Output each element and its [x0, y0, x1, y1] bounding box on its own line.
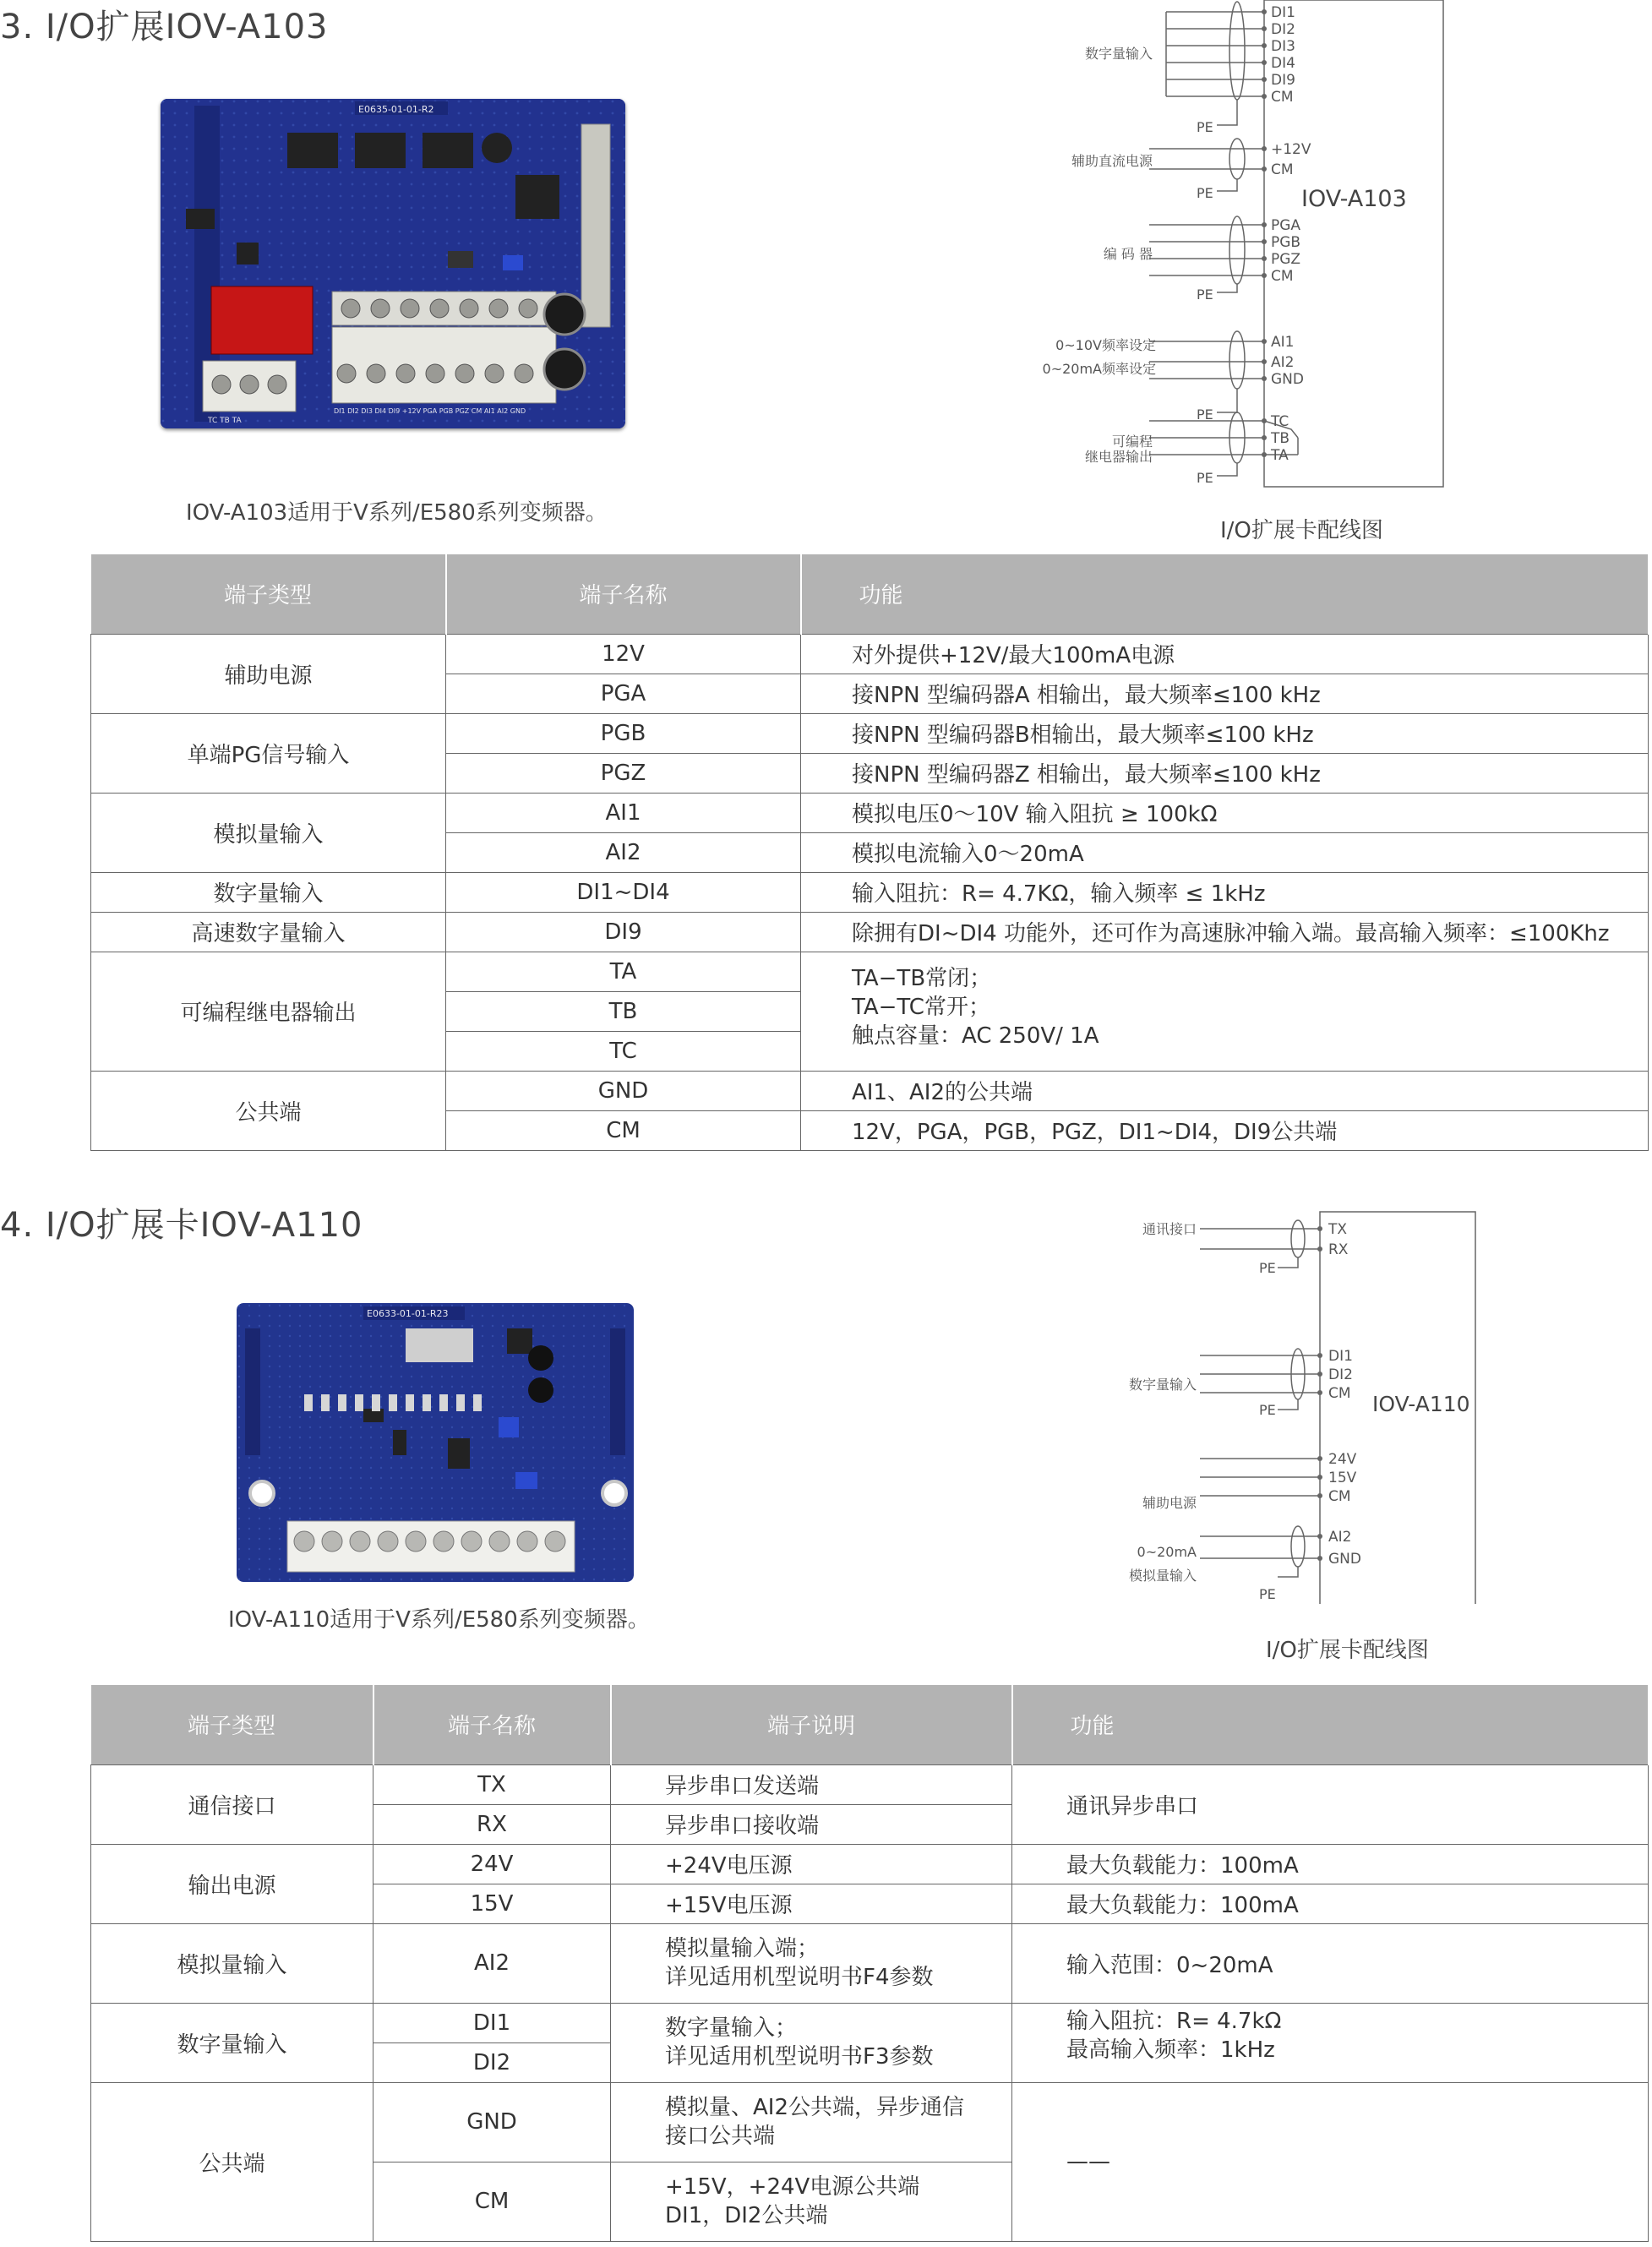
func-line: 输入阻抗：R= 4.7kΩ [1066, 2008, 1282, 2034]
dt4-4: CM [1328, 1385, 1351, 1402]
table-cell: 除拥有DI~DI4 功能外，还可作为高速脉冲输入端。最高输入频率：≤100Khz [801, 912, 1649, 952]
iov-a110-diagram-name: IOV-A110 [1372, 1392, 1470, 1416]
table-row: 通信接口 [91, 1764, 373, 1844]
table-cell [611, 2082, 1012, 2162]
table-cell: CM [446, 1110, 801, 1150]
relay-func-line: TA−TC常开； [852, 994, 990, 1020]
table-cell: 异步串口接收端 [611, 1804, 1012, 1844]
table-cell: PGB [446, 713, 801, 753]
section3-diagram-caption: I/O扩展卡配线图 [1220, 518, 1383, 543]
dg4-0: 通讯接口 [1142, 1221, 1197, 1237]
dt3-12: AI1 [1271, 334, 1295, 351]
table-row: 辅助电源 [91, 634, 446, 713]
table-cell: 接NPN 型编码器A 相输出，最大频率≤100 kHz [801, 674, 1649, 713]
table-cell: AI1、AI2的公共端 [801, 1071, 1649, 1110]
dt3-8: PGA [1271, 217, 1301, 234]
dt4-2: DI1 [1328, 1348, 1353, 1365]
table-row: 数字量输入 [91, 872, 446, 912]
table-cell: TC [446, 1031, 801, 1071]
table-row: 公共端 [91, 2082, 373, 2241]
table-cell: +24V电压源 [611, 1844, 1012, 1884]
pe3-1: PE [1197, 185, 1213, 201]
dg4-2: 辅助电源 [1142, 1495, 1197, 1511]
table-cell: TA [446, 952, 801, 991]
dt3-3: DI4 [1271, 55, 1295, 72]
dg3-5: 可编程 [1111, 434, 1153, 450]
dg3-3: 0~10V频率设定 [1055, 337, 1156, 353]
relay-func-line: 触点容量：AC 250V/ 1A [852, 1023, 1099, 1049]
dt4-5: 24V [1328, 1451, 1357, 1468]
dg3-0: 数字量输入 [1084, 46, 1153, 62]
pe4-1: PE [1259, 1402, 1276, 1418]
table-cell: PGZ [446, 753, 801, 793]
table-row: 单端PG信号输入 [91, 713, 446, 793]
iov-a110-wiring-diagram [1099, 1198, 1504, 1604]
dt4-7: CM [1328, 1488, 1351, 1505]
dt4-1: RX [1328, 1241, 1349, 1258]
table-cell: DI2 [373, 2042, 611, 2082]
table-cell: 输入阻抗：R= 4.7KΩ，输入频率 ≤ 1kHz [801, 872, 1649, 912]
iov-a103-terminal-table [90, 554, 1649, 1151]
relay-func-cell [801, 952, 1649, 1071]
dg4-4: 模拟量输入 [1128, 1568, 1197, 1584]
table4-header-type: 端子类型 [91, 1685, 373, 1764]
pe3-0: PE [1197, 119, 1213, 135]
dt3-13: AI2 [1271, 354, 1295, 371]
dt4-3: DI2 [1328, 1366, 1353, 1383]
dt3-15: TC [1271, 413, 1289, 430]
table-cell: 通讯异步串口 [1012, 1764, 1649, 1844]
table-cell: AI1 [446, 793, 801, 832]
board-terminal-left-text: TC TB TA [208, 417, 242, 425]
table-cell [1012, 2003, 1649, 2082]
dt4-8: AI2 [1328, 1529, 1352, 1546]
desc-line: 模拟量、AI2公共端，异步通信 [665, 2095, 964, 2120]
desc-line: +15V，+24V电源公共端 [665, 2174, 920, 2200]
dt4-6: 15V [1328, 1470, 1357, 1486]
dg3-4: 0~20mA频率设定 [1042, 361, 1156, 377]
table-cell: 最大负载能力：100mA [1012, 1884, 1649, 1923]
table-cell: GND [373, 2082, 611, 2162]
dt3-11: CM [1271, 268, 1294, 285]
table-cell: CM [373, 2162, 611, 2241]
table-cell: GND [446, 1071, 801, 1110]
table4-header-func: 功能 [1012, 1685, 1649, 1764]
pe3-3: PE [1197, 406, 1213, 423]
dg3-1: 辅助直流电源 [1071, 153, 1153, 169]
dt3-9: PGB [1271, 234, 1301, 251]
relay-func-line: TA−TB常闭； [852, 965, 992, 991]
table-cell: —— [1012, 2082, 1649, 2241]
board-label: E0635-01-01-R2 [358, 104, 434, 115]
table4-header-name: 端子名称 [373, 1685, 611, 1764]
table-cell: 12V [446, 634, 801, 674]
board-label: E0633-01-01-R23 [367, 1308, 449, 1319]
dg4-1: 数字量输入 [1128, 1377, 1197, 1393]
dt3-7: CM [1271, 161, 1294, 178]
dt3-0: DI1 [1271, 4, 1295, 21]
desc-line: DI1，DI2公共端 [665, 2203, 828, 2228]
table-cell: 最大负载能力：100mA [1012, 1844, 1649, 1884]
table-cell: DI1~DI4 [446, 872, 801, 912]
iov-a103-diagram-name: IOV-A103 [1301, 186, 1407, 212]
table-cell: DI1 [373, 2003, 611, 2042]
dt3-14: GND [1271, 371, 1304, 388]
table4-header-desc: 端子说明 [611, 1685, 1012, 1764]
table-row: 输出电源 [91, 1844, 373, 1923]
func-line: 最高输入频率：1kHz [1066, 2037, 1275, 2063]
table-cell: 异步串口发送端 [611, 1764, 1012, 1804]
dg3-6: 继电器输出 [1084, 449, 1153, 465]
table-row: 高速数字量输入 [91, 912, 446, 952]
dt3-2: DI3 [1271, 38, 1295, 55]
table-cell: 12V，PGA，PGB，PGZ，DI1~DI4，DI9公共端 [801, 1110, 1649, 1150]
table-row: 可编程继电器输出 [91, 952, 446, 1071]
desc-line: 接口公共端 [665, 2124, 776, 2149]
table-cell: 输入范围：0~20mA [1012, 1923, 1649, 2003]
table3-header-func: 功能 [801, 554, 1649, 634]
table3-header-name: 端子名称 [446, 554, 801, 634]
table-cell [611, 1923, 1012, 2003]
desc-line: 模拟量输入端； [665, 1936, 820, 1961]
section4-diagram-caption: I/O扩展卡配线图 [1266, 1638, 1429, 1663]
table-cell: AI2 [446, 832, 801, 872]
table-cell [611, 2003, 1012, 2082]
pe3-4: PE [1197, 470, 1213, 486]
section3-photo-caption: IOV-A103适用于V系列/E580系列变频器。 [186, 500, 608, 526]
desc-line: 详见适用机型说明书F3参数 [665, 2044, 934, 2070]
table-row: 公共端 [91, 1071, 446, 1150]
dt3-4: DI9 [1271, 72, 1295, 89]
section4-title: 4. I/O扩展卡IOV-A110 [0, 1206, 363, 1245]
table-cell: 24V [373, 1844, 611, 1884]
board-terminal-text: DI1 DI2 DI3 DI4 DI9 +12V PGA PGB PGZ CM AI1 AI2 GND [334, 407, 526, 415]
table-cell: 模拟电压0～10V 输入阻抗 ≥ 100kΩ [801, 793, 1649, 832]
table-row: 模拟量输入 [91, 1923, 373, 2003]
section4-photo-caption: IOV-A110适用于V系列/E580系列变频器。 [228, 1607, 650, 1633]
iov-a103-board-photo [161, 99, 625, 428]
table-cell: AI2 [373, 1923, 611, 2003]
table-cell: PGA [446, 674, 801, 713]
table-cell: TX [373, 1764, 611, 1804]
table-cell: DI9 [446, 912, 801, 952]
dt3-5: CM [1271, 89, 1294, 106]
dt3-6: +12V [1271, 141, 1311, 158]
dt3-17: TA [1271, 447, 1289, 464]
iov-a110-terminal-table [90, 1685, 1649, 2242]
desc-line: 详见适用机型说明书F4参数 [665, 1965, 934, 1990]
table-row: 模拟量输入 [91, 793, 446, 872]
dg4-3: 0~20mA [1137, 1544, 1197, 1560]
table-cell: 接NPN 型编码器Z 相输出，最大频率≤100 kHz [801, 753, 1649, 793]
table-cell: 模拟电流输入0～20mA [801, 832, 1649, 872]
table-cell: TB [446, 991, 801, 1031]
table-cell: 15V [373, 1884, 611, 1923]
dt4-0: TX [1328, 1221, 1348, 1238]
table-cell [611, 2162, 1012, 2241]
dt3-10: PGZ [1271, 251, 1301, 268]
table-cell: 对外提供+12V/最大100mA电源 [801, 634, 1649, 674]
desc-line: 数字量输入； [665, 2015, 798, 2041]
iov-a110-board-photo [237, 1303, 634, 1582]
table3-header-type: 端子类型 [91, 554, 446, 634]
section3-title: 3. I/O扩展IOV-A103 [0, 8, 329, 46]
pe4-2: PE [1259, 1586, 1276, 1602]
iov-a103-wiring-diagram [1014, 0, 1453, 507]
table-cell: RX [373, 1804, 611, 1844]
dg3-2: 编 码 器 [1103, 246, 1153, 262]
table-cell: 接NPN 型编码器B相输出，最大频率≤100 kHz [801, 713, 1649, 753]
pe3-2: PE [1197, 286, 1213, 303]
dt3-1: DI2 [1271, 21, 1295, 38]
table-row: 数字量输入 [91, 2003, 373, 2082]
dt4-9: GND [1328, 1551, 1361, 1568]
dt3-16: TB [1271, 430, 1290, 447]
pe4-0: PE [1259, 1260, 1276, 1276]
table-cell: +15V电压源 [611, 1884, 1012, 1923]
